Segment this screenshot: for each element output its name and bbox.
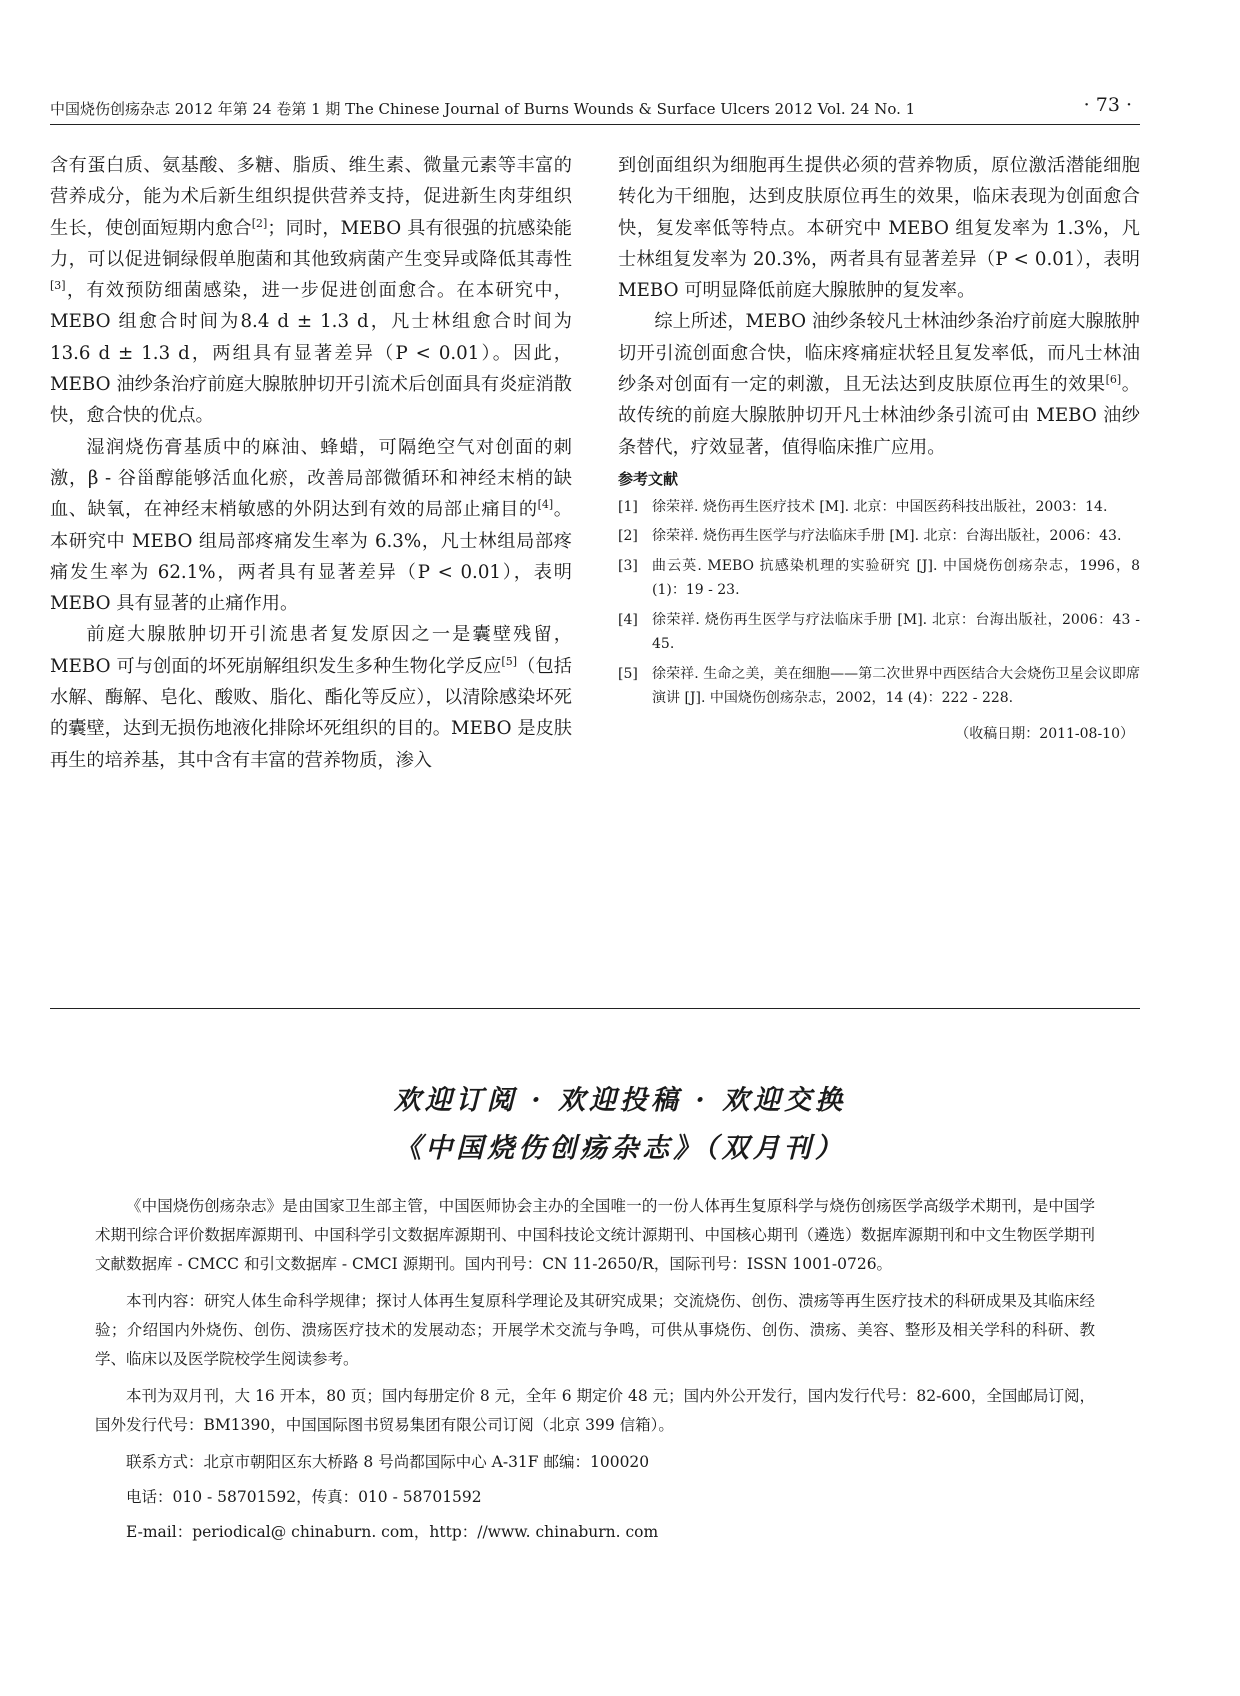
contact-phone: 电话：010 - 58701592，传真：010 - 58701592	[126, 1488, 482, 1506]
references-heading: 参考文献	[618, 469, 679, 488]
reference-item: [5] 徐荣祥. 生命之美，美在细胞——第二次世界中西医结合大会烧伤卫星会议即席演讲 [J]. 中国烧伤创疡杂志，2002，14 (4)：222 - 228.	[618, 665, 1140, 707]
page-number: · 73 ·	[1083, 94, 1132, 116]
notice-paragraph: 《中国烧伤创疡杂志》是由国家卫生部主管，中国医师协会主办的全国唯一的一份人体再生复原科学与烧伤创疡医学高级学术期刊，是中国学术期刊综合评价数据库源期刊、中国科学引文数据库源期刊、中国科技论文统计源期刊、中国核心期刊（遴选）数据库源期刊和中文生物医学期刊文献数据库 - CMCC 和引文数据库 - CMCI 源期刊。国内刊号：CN 11-2650/R，国际刊号：ISSN 1001-0726。	[95, 1197, 1095, 1273]
citation: [2]	[251, 216, 268, 230]
running-header	[50, 94, 1140, 125]
notice-title-line2: 《中国烧伤创疡杂志》（双月刊）	[394, 1133, 846, 1164]
notice-title-line1: 欢迎订阅 · 欢迎投稿 · 欢迎交换	[393, 1085, 847, 1116]
paragraph: 综上所述，MEBO 油纱条较凡士林油纱条治疗前庭大腺脓肿切开引流创面愈合快，临床疼痛症状轻且复发率低，而凡士林油纱条对创面有一定的刺激，且无法达到皮肤原位再生的效果[6]。故传统的前庭大腺脓肿切开凡士林油纱条引流可由 MEBO 油纱条替代，疗效显著，值得临床推广应用。	[618, 311, 1140, 458]
notice-paragraph: 本刊为双月刊，大 16 开本，80 页；国内每册定价 8 元，全年 6 期定价 48 元；国内外公开发行，国内发行代号：82-600，全国邮局订阅，国外发行代号：BM1390，中国国际图书贸易集团有限公司订阅（北京 399 信箱）。	[95, 1387, 1095, 1434]
paragraph: 前庭大腺脓肿切开引流患者复发原因之一是囊壁残留，MEBO 可与创面的坏死崩解组织发生多种生物化学反应[5]（包括水解、酶解、皂化、酸败、脂化、酯化等反应），以清除感染坏死的囊壁，达到无损伤地液化排除坏死组织的目的。MEBO 是皮肤再生的培养基，其中含有丰富的营养物质，渗入	[50, 624, 572, 771]
right-column	[618, 150, 1140, 745]
paragraph: 含有蛋白质、氨基酸、多糖、脂质、维生素、微量元素等丰富的营养成分，能为术后新生组织提供营养支持，促进新生肉芽组织生长，使创面短期内愈合[2]；同时，MEBO 具有很强的抗感染能力，可以促进铜绿假单胞菌和其他致病菌产生变异或降低其毒性[3]，有效预防细菌感染，进一步促进创面愈合。在本研究中，MEBO 组愈合时间为8.4 d ± 1.3 d，凡士林组愈合时间为 13.6 d ± 1.3 d，两组具有显著差异（P < 0.01）。因此，MEBO 油纱条治疗前庭大腺脓肿切开引流术后创面具有炎症消散快，愈合快的优点。	[50, 155, 572, 427]
reference-item: [3] 曲云英. MEBO 抗感染机理的实验研究 [J]. 中国烧伤创疡杂志，1996，8 (1)：19 - 23.	[618, 557, 1140, 599]
citation: [3]	[50, 279, 66, 293]
contact-address: 联系方式：北京市朝阳区东大桥路 8 号尚都国际中心 A-31F 邮编：100020	[126, 1453, 650, 1471]
notice-paragraph: 本刊内容：研究人体生命科学规律；探讨人体再生复原科学理论及其研究成果；交流烧伤、创伤、溃疡等再生医疗技术的科研成果及其临床经验；介绍国内外烧伤、创伤、溃疡医疗技术的发展动态；开展学术交流与争鸣，可供从事烧伤、创伤、溃疡、美容、整形及相关学科的科研、教学、临床以及医学院校学生阅读参考。	[95, 1292, 1095, 1368]
paragraph: 到创面组织为细胞再生提供必须的营养物质，原位激活潜能细胞转化为干细胞，达到皮肤原位再生的效果，临床表现为创面愈合快，复发率低等特点。本研究中 MEBO 组复发率为 1.3%，凡士林组复发率为 20.3%，两者具有显著差异（P < 0.01），表明 MEBO 可明显降低前庭大腺脓肿的复发率。	[618, 155, 1140, 302]
paragraph: 湿润烧伤膏基质中的麻油、蜂蜡，可隔绝空气对创面的刺激，β - 谷甾醇能够活血化瘀，改善局部微循环和神经末梢的缺血、缺氧，在神经末梢敏感的外阴达到有效的局部止痛目的[4]。本研究中 MEBO 组局部疼痛发生率为 6.3%，凡士林组局部疼痛发生率为 62.1%，两者具有显著差异（P < 0.01），表明 MEBO 具有显著的止痛作用。	[50, 436, 572, 615]
reference-list	[618, 495, 1140, 711]
citation: [5]	[501, 654, 517, 668]
subscription-notice	[95, 1192, 1095, 1553]
reference-item: [4] 徐荣祥. 烧伤再生医学与疗法临床手册 [M]. 北京：台海出版社，2006：43 - 45.	[618, 611, 1140, 653]
running-title: 中国烧伤创疡杂志 2012 年第 24 卷第 1 期 The Chinese Journal of Burns Wounds & Surface Ulcers 2012 Vol. 24 No. 1	[50, 100, 916, 118]
reference-item: [1] 徐荣祥. 烧伤再生医疗技术 [M]. 北京：中国医药科技出版社，2003：14.	[618, 498, 1108, 515]
citation: [6]	[1105, 373, 1122, 387]
received-date: （收稿日期：2011-08-10）	[955, 725, 1134, 742]
contact-email: E-mail：periodical@ chinaburn. com，http：//www. chinaburn. com	[126, 1523, 659, 1541]
section-divider	[50, 1008, 1140, 1009]
reference-item: [2] 徐荣祥. 烧伤再生医学与疗法临床手册 [M]. 北京：台海出版社，2006：43.	[618, 528, 1122, 545]
left-column	[50, 150, 572, 776]
citation: [4]	[537, 498, 554, 512]
